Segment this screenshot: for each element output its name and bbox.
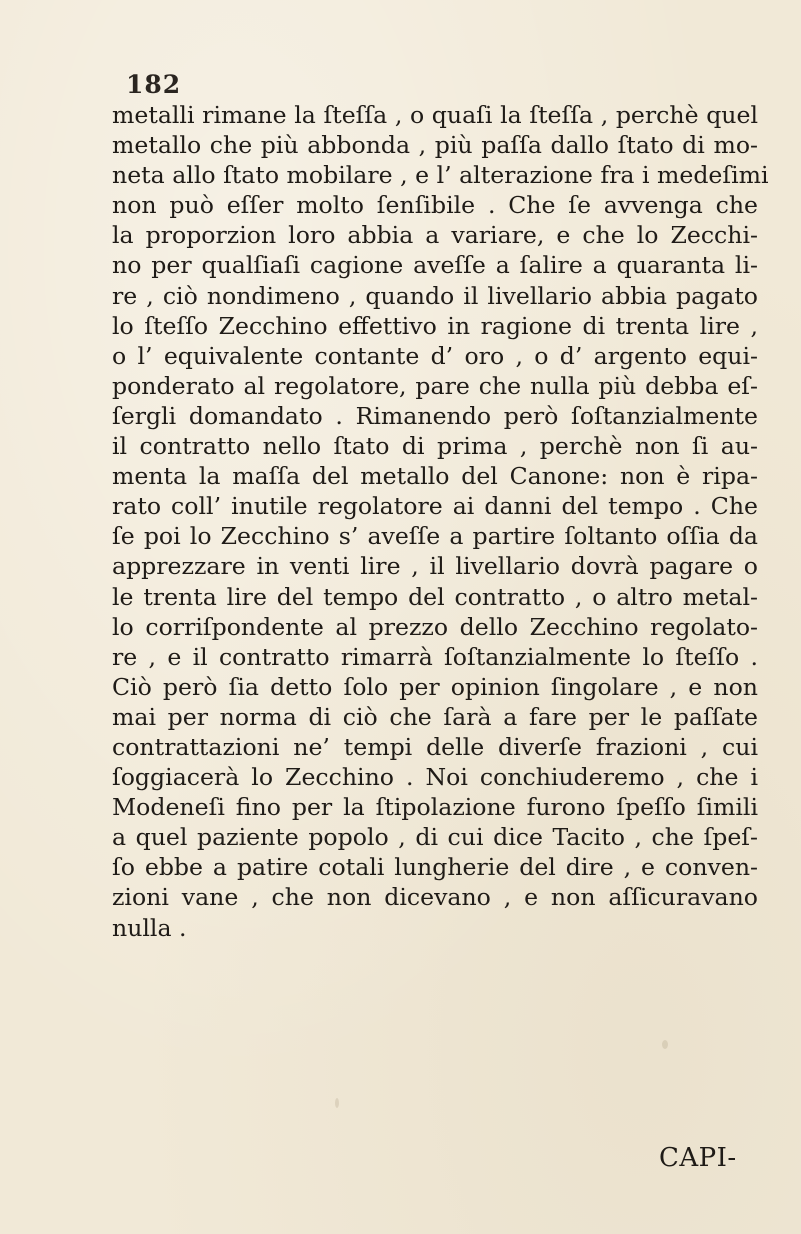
text-line: mai per norma di ciò che ſarà a fare per le paſſate [112, 702, 758, 731]
text-line: non può eſſer molto ſenſibile . Che ſe avvenga che [112, 191, 758, 220]
text-line: metalli rimane la ſteſſa , o quaſi la ſteſſa , perchè quel [112, 101, 758, 129]
text-line: re , e il contratto rimarrà ſoſtanzialmente lo ſteſſo . [112, 642, 758, 671]
text-line: ſe poi lo Zecchino s’ aveſſe a partire ſoltanto oſſia da [112, 522, 758, 551]
body-text [112, 100, 769, 943]
text-line: Ciò però ſia detto ſolo per opinion ſingolare , e non [112, 672, 758, 701]
text-line: le trenta lire del tempo del contratto , o altro metal- [112, 582, 758, 611]
text-line: re , ciò nondimeno , quando il livellario abbia pagato [112, 281, 758, 310]
text-line: contrattazioni ne’ tempi delle diverſe frazioni , cui [112, 732, 758, 761]
text-line: ſoggiacerà lo Zecchino . Noi conchiuderemo , che i [112, 763, 758, 792]
text-line: rato coll’ inutile regolatore ai danni del tempo . Che [112, 492, 758, 521]
page-number: 182 [126, 70, 182, 99]
text-line: no per qualſiaſi cagione aveſſe a ſalire a quaranta li- [112, 251, 758, 280]
text-line: zioni vane , che non dicevano , e non aſſicuravano [112, 883, 758, 912]
text-line: Modeneſi fino per la ſtipolazione furono ſpeſſo ſimili [112, 793, 758, 822]
text-line: ponderato al regolatore, pare che nulla più debba eſ- [112, 371, 758, 400]
text-line: lo ſteſſo Zecchino effettivo in ragione di trenta lire , [112, 311, 758, 340]
text-line: a quel paziente popolo , di cui dice Tacito , che ſpeſ- [112, 823, 758, 852]
text-line: ſergli domandato . Rimanendo però ſoſtanzialmente [112, 401, 758, 430]
paper-spot [662, 1040, 668, 1049]
text-line: neta allo ſtato mobilare , e l’ alterazione fra i medeſimi [112, 161, 769, 190]
paper-spot [335, 1098, 339, 1108]
text-line: la proporzion loro abbia a variare, e che lo Zecchi- [112, 221, 758, 250]
text-line: nulla . [112, 913, 187, 942]
text-line: o l’ equivalente contante d’ oro , o d’ argento equi- [112, 341, 758, 370]
text-line: metallo che più abbonda , più paſſa dallo ſtato di mo- [112, 131, 758, 160]
text-line: menta la maſſa del metallo del Canone: non è ripa- [112, 462, 758, 491]
text-line: il contratto nello ſtato di prima , perchè non ſi au- [112, 432, 758, 461]
catchword: CAPI- [659, 1143, 737, 1173]
text-line: apprezzare in venti lire , il livellario dovrà pagare o [112, 552, 758, 581]
text-line: lo corriſpondente al prezzo dello Zecchino regolato- [112, 612, 758, 641]
text-line: ſo ebbe a patire cotali lungherie del dire , e conven- [112, 853, 758, 882]
